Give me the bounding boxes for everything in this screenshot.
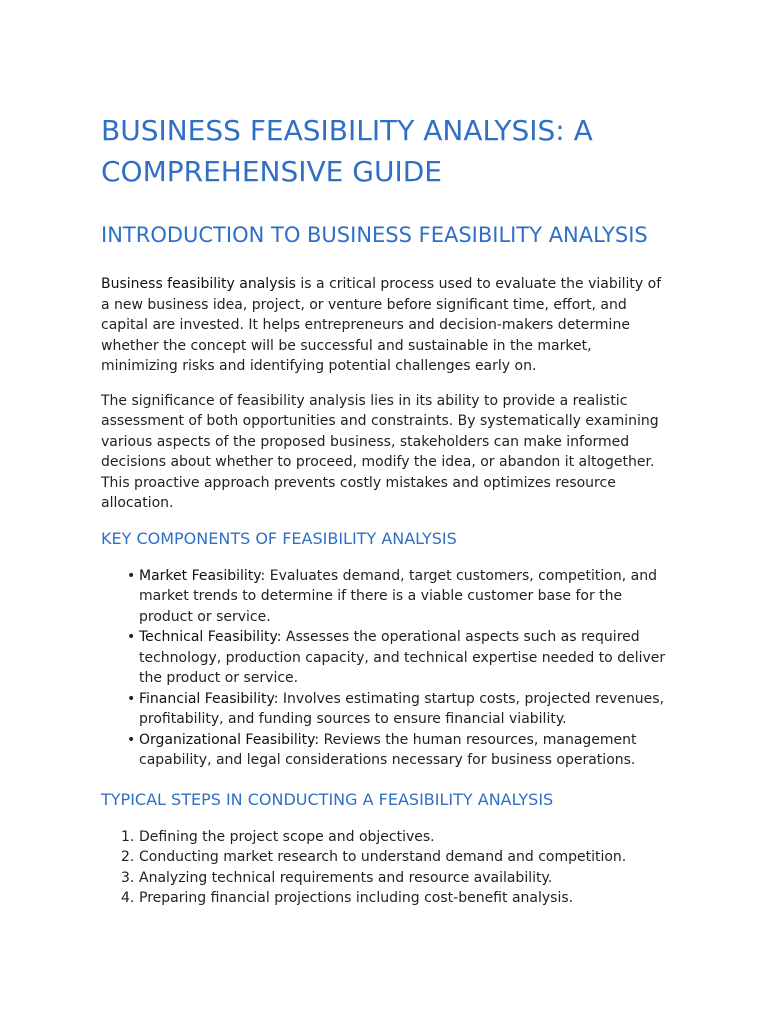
step-text: Conducting market research to understand demand and competition. xyxy=(139,849,627,865)
list-item xyxy=(127,566,668,628)
intro-paragraph-2: The significance of feasibility analysis lies in its ability to provide a realistic assessment of both opportunities and constraints. By systematically examining various aspects of the proposed business, stakeholders can make informed decisions about whether to proceed, modify the idea, or abandon it altogether. This proactive approach prevents costly mistakes and optimizes resource allocation. xyxy=(101,392,659,511)
bullet-marker: • xyxy=(127,690,136,707)
list-item xyxy=(121,827,668,848)
component-text: Involves estimating startup costs, projected revenues, profitability, and funding sources to ensure financial viability. xyxy=(139,690,665,727)
step-number: 2. xyxy=(121,849,135,865)
step-number: 4. xyxy=(121,890,135,906)
list-item xyxy=(121,888,668,909)
list-item xyxy=(127,730,668,771)
component-text: Evaluates demand, target customers, competition, and market trends to determine if there is a viable customer base for the product or service. xyxy=(139,567,657,625)
bullet-marker: • xyxy=(127,567,136,584)
component-term: Market Feasibility: xyxy=(139,567,266,584)
steps-heading: TYPICAL STEPS IN CONDUCTING A FEASIBILITY ANALYSIS xyxy=(101,789,554,809)
steps-list xyxy=(101,827,668,909)
step-text: Analyzing technical requirements and resource availability. xyxy=(139,869,553,886)
list-item xyxy=(127,627,668,689)
step-number: 3. xyxy=(121,869,135,886)
intro-heading: INTRODUCTION TO BUSINESS FEASIBILITY ANALYSIS xyxy=(101,223,648,247)
step-number: 1. xyxy=(121,828,135,845)
list-item xyxy=(121,847,668,868)
component-text: Reviews the human resources, management capability, and legal considerations necessary for business operations. xyxy=(139,731,637,768)
list-item xyxy=(121,868,668,889)
component-text: Assesses the operational aspects such as required technology, production capacity, and technical expertise needed to deliver the product or service. xyxy=(139,629,666,686)
intro-paragraph-1 xyxy=(101,274,668,377)
bullet-marker: • xyxy=(127,629,136,645)
bullet-marker: • xyxy=(127,731,136,748)
intro-term: Business feasibility analysis xyxy=(101,276,296,292)
components-list xyxy=(101,566,668,771)
list-item xyxy=(127,689,668,730)
step-text: Defining the project scope and objectives. xyxy=(139,828,435,845)
component-term: Organizational Feasibility: xyxy=(139,731,320,748)
step-text: Preparing financial projections including cost-benefit analysis. xyxy=(139,890,574,906)
intro-paragraph-1-text: is a critical process used to evaluate the viability of a new business idea, project, or venture before significant time, effort, and capital are invested. It helps entrepreneurs and decision-makers determine whether the concept will be successful and sustainable in the market, minimizing risks and identifying potential challenges early on. xyxy=(101,276,662,374)
components-heading: KEY COMPONENTS OF FEASIBILITY ANALYSIS xyxy=(101,528,457,548)
document-title: BUSINESS FEASIBILITY ANALYSIS: A COMPREHENSIVE GUIDE xyxy=(101,114,593,188)
component-term: Financial Feasibility: xyxy=(139,690,279,707)
component-term: Technical Feasibility: xyxy=(139,629,282,645)
